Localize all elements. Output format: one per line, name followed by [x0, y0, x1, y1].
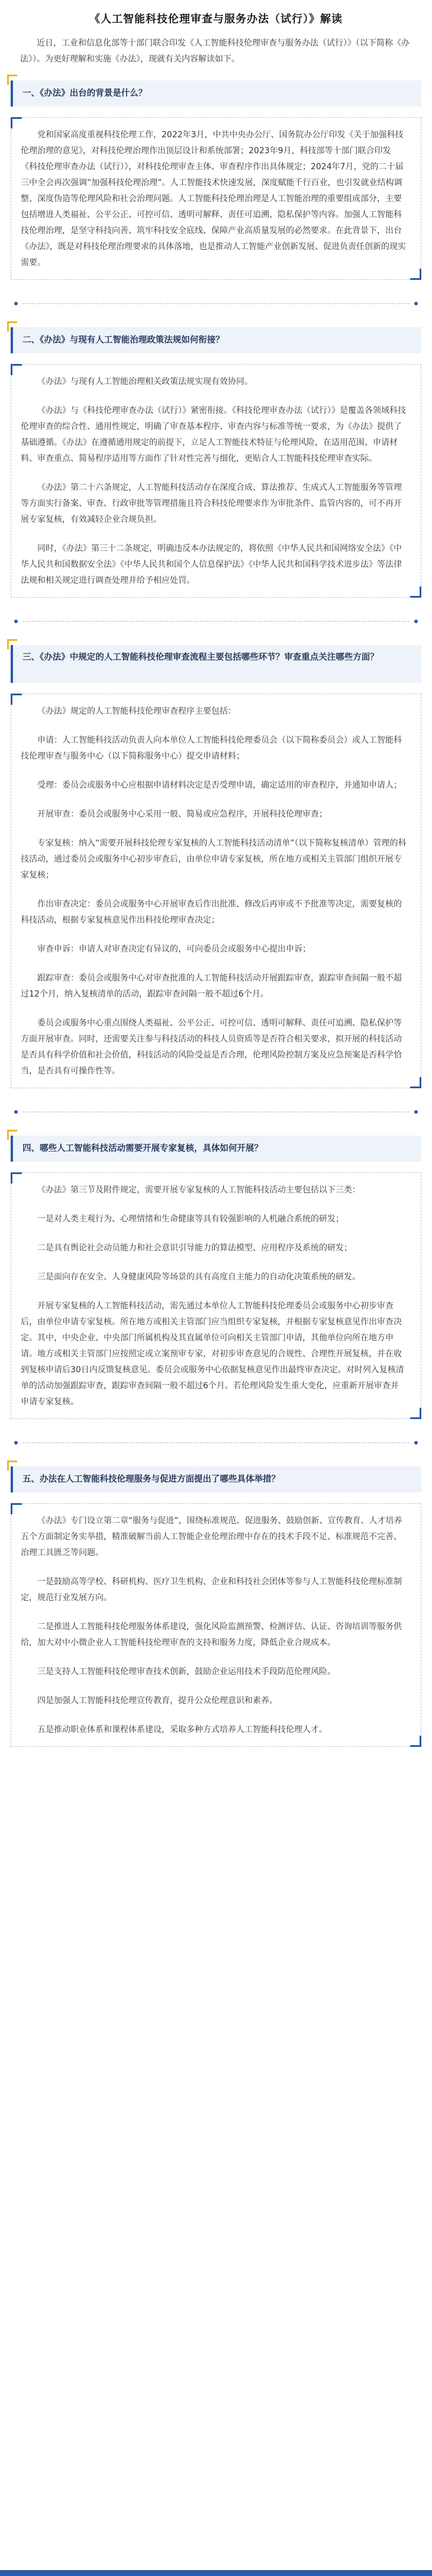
- section-3-box: [11, 694, 421, 1088]
- paragraph: 三是支持人工智能科技伦理审查技术创新，鼓励企业运用技术手段防范伦理风险。: [37, 1667, 336, 1677]
- section-1-box: [11, 117, 421, 280]
- paragraph: 《办法》与《科技伦理审查办法（试行）》紧密衔接。《科技伦理审查办法（试行）》是覆盖各领域科技伦理审查的综合性、通用性规定，明确了审查基本程序、审查内容与标准等统一要求，为《办法》提供了基础遵循。《办法》在遵循通用规定的前提下，立足人工智能技术特征与伦理风险，在适用范围、申请材料、审查重点、简易程序适用等方面作了针对性完善与细化，更贴合人工智能科技伦理审查实际。: [21, 406, 406, 463]
- paragraph: 开展专家复核的人工智能科技活动，需先通过本单位人工智能科技伦理委员会或服务中心初步审查后，由单位申请专家复核。所在地方或相关主管部门应当组织专家复核，并根据专家复核意见作出审查决定。其中，中央企业、中央部门所属机构及其直属单位可向相关主管部门申请，其他单位向所在地方申请。地方或相关主管部门应按照定或立案预审专家，对初步审查意见的合规性、合理性开展复核，并在收到复核申请后30日内反馈复核意见。委员会或服务中心依据复核意见作出最终审查决定。对时列入复核清单的活动加强跟踪审查，跟踪审查间隔一般不超过6个月。若伦理风险发生重大变化，应重新开展审查并申请专家复核。: [21, 1301, 404, 1407]
- section-divider: [11, 1104, 421, 1120]
- paragraph: 《办法》第二十六条规定，人工智能科技活动存在深度合成、算法推荐、生成式人工智能服务等管理等方面实行备案、审查、行政审批等管理措施且符合科技伦理要求作为审批条件、监管内容的，可不再开展专家复核，有效减轻企业合规负担。: [21, 483, 402, 524]
- section-2-heading: 二、《办法》与现有人工智能治理政策法规如何衔接？: [22, 336, 224, 345]
- paragraph: 一是对人类主观行为、心理情绪和生命健康等具有较强影响的人机融合系统的研发；: [37, 1214, 344, 1224]
- paragraph: 《办法》第三节及附件规定，需要开展专家复核的人工智能科技活动主要包括以下三类：: [37, 1185, 360, 1195]
- section-2-box: [11, 364, 421, 598]
- paragraph: 同时，《办法》第三十二条规定，明确违反本办法规定的，将依照《中华人民共和国网络安全法》《中华人民共和国数据安全法》《中华人民共和国个人信息保护法》《中华人民共和国科学技术进步法》等法律法规和相关规定进行调查处理并给予相应处罚。: [21, 544, 402, 585]
- corner-bracket-icon: [7, 1461, 17, 1471]
- corner-bracket-icon: [7, 1130, 17, 1140]
- paragraph: 三是面向存在安全、人身健康风险等场景的具有高度自主能力的自动化决策系统的研发。: [37, 1272, 360, 1282]
- corner-icon: [410, 586, 421, 598]
- section-5-heading: 五、办法在人工智能科技伦理服务与促进方面提出了哪些具体举措？: [22, 1475, 280, 1484]
- paragraph: 二是推进人工智能科技伦理服务体系建设，强化风险监测预警、检测评估、认证、咨询培训等服务供给，加大对中小微企业人工智能科技伦理审查的支持和服务力度，降低企业合规成本。: [21, 1622, 402, 1648]
- corner-bracket-icon: [7, 321, 17, 331]
- corner-icon: [410, 269, 421, 280]
- paragraph: 申请：人工智能科技活动负责人向本单位人工智能科技伦理委员会（以下简称委员会）或人工智能科技伦理审查与服务中心（以下简称服务中心）提交申请材料；: [21, 736, 402, 761]
- divider-dot-icon: [414, 302, 418, 305]
- divider-dot-icon: [14, 302, 18, 305]
- divider-dot-icon: [414, 1441, 418, 1445]
- paragraph: 开展审查：委员会或服务中心采用一般、简易或应急程序，开展科技伦理审查；: [37, 810, 327, 819]
- section-4-heading-bar: [11, 1136, 421, 1162]
- document-title: 《人工智能科技伦理审查与服务办法（试行）》解读: [89, 13, 343, 25]
- paragraph: 审查申诉：申请人对审查决定有异议的，可向委员会或服务中心提出申诉；: [37, 944, 311, 954]
- divider-dot-icon: [414, 1110, 418, 1114]
- corner-icon: [410, 1408, 421, 1419]
- paragraph: 《办法》与现有人工智能治理相关政策法规实现有效协同。: [37, 377, 253, 386]
- divider-line: [22, 303, 410, 304]
- paragraph: 一是鼓励高等学校、科研机构、医疗卫生机构、企业和科技社会团体等参与人工智能科技伦理标准制定，规范行业发展方向。: [21, 1577, 402, 1603]
- section-divider: [11, 613, 421, 630]
- section-2-heading-bar: [11, 327, 421, 353]
- divider-line: [22, 621, 410, 622]
- divider-dot-icon: [14, 1110, 18, 1114]
- divider-dot-icon: [414, 620, 418, 623]
- paragraph: 作出审查决定：委员会或服务中心开展审查后作出批准、修改后再审或不予批准等决定，需要复核的科技活动，根据专家复核意见作出科技伦理审查决定；: [21, 899, 402, 925]
- section-divider: [11, 295, 421, 312]
- section-5-box: [11, 1503, 421, 1747]
- paragraph: 五是推动职业体系和课程体系建设，采取多种方式培养人工智能科技伦理人才。: [37, 1725, 327, 1734]
- corner-icon: [410, 1736, 421, 1747]
- intro-paragraph: 近日，工业和信息化部等十部门联合印发《人工智能科技伦理审查与服务办法（试行）》（以下简称《办法》）。为更好理解和实施《办法》，现就有关内容解读如下。: [20, 38, 410, 64]
- divider-line: [22, 1442, 410, 1443]
- section-3-heading-bar: [11, 645, 421, 683]
- divider-dot-icon: [14, 620, 18, 623]
- paragraph: 《办法》规定的人工智能科技伦理审查程序主要包括：: [37, 707, 236, 716]
- section-5-heading-bar: [11, 1466, 421, 1492]
- section-4-box: [11, 1172, 421, 1419]
- paragraph: 跟踪审查：委员会或服务中心对审查批准的人工智能科技活动开展跟踪审查，跟踪审查间隔一般不超过12个月，纳入复核清单的活动，跟踪审查间隔一般不超过6个月。: [21, 973, 402, 999]
- paragraph: 委员会或服务中心重点围绕人类福祉、公平公正、可控可信、透明可解释、责任可追溯、隐私保护等方面开展审查。同时，还需要关注参与科技活动的科技人员资质等是否符合相关要求，拟开展的科技活动是否具有科学价值和社会价值，科技活动的风险受益是否合理，伦理风险控制方案及应急预案是否科学恰当，是否具有可操作性等。: [21, 1018, 402, 1076]
- paragraph: 四是加强人工智能科技伦理宣传教育，提升公众伦理意识和素养。: [37, 1696, 278, 1705]
- divider-dot-icon: [14, 1441, 18, 1445]
- section-1-heading: 一、《办法》出台的背景是什么？: [22, 89, 147, 98]
- paragraph: 专家复核：纳入“需要开展科技伦理专家复核的人工智能科技活动清单”（以下简称复核清单）管理的科技活动，通过委员会或服务中心初步审查后，由单位申请专家复核，所在地方或相关主管部门组织开展专家复核；: [21, 839, 407, 880]
- footer-bar: [0, 2570, 432, 2576]
- section-divider: [11, 1434, 421, 1451]
- section-1-heading-bar: [11, 80, 421, 107]
- divider-line: [22, 1111, 410, 1113]
- corner-icon: [410, 1077, 421, 1088]
- section-3-heading: 三、《办法》中规定的人工智能科技伦理审查流程主要包括哪些环节？审查重点关注哪些方面？: [22, 653, 379, 662]
- paragraph: 受理：委员会或服务中心应根据申请材料决定是否受理申请，确定适用的审查程序，并通知申请人；: [37, 781, 402, 790]
- section-4-heading: 四、哪些人工智能科技活动需要开展专家复核，具体如何开展？: [22, 1144, 263, 1153]
- corner-bracket-icon: [7, 639, 17, 649]
- paragraph: 《办法》专门设立第二章“服务与促进”，围绕标准规范、促进服务、鼓励创新、宣传教育、人才培养五个方面制定务实举措，精准破解当前人工智能企业伦理治理中存在的技术手段不足、标准规范不完善、治理工具匮乏等问题。: [21, 1516, 402, 1558]
- paragraph: 二是具有舆论社会动员能力和社会意识引导能力的算法模型、应用程序及系统的研发；: [37, 1243, 352, 1253]
- corner-bracket-icon: [7, 75, 17, 85]
- paragraph: 党和国家高度重视科技伦理工作，2022年3月，中共中央办公厅、国务院办公厅印发《关于加强科技伦理治理的意见》，对科技伦理治理作出顶层设计和系统部署；2023年9月，科技部等十部门联合印发《科技伦理审查办法（试行）》，对科技伦理审查主体、审查程序作出具体规定；2024年7月，党的二十届三中全会再次强调“加强科技伦理治理”。人工智能技术快速发展，深度赋能千行百业，也引发就业结构调整、深度伪造等伦理风险和社会治理问题。人工智能科技伦理治理是人工智能治理的重要组成部分，主要包括增进人类福祉、公平公正、可控可信、透明可解释、责任可追溯、隐私保护等内容。加强人工智能科技伦理治理，是坚守科技向善、筑牢科技安全底线、保障产业高质量发展的必然要求。在此背景下，出台《办法》，既是对科技伦理治理要求的具体落地，也是推动人工智能产业创新发展、促进负责任创新的现实需要。: [21, 130, 406, 267]
